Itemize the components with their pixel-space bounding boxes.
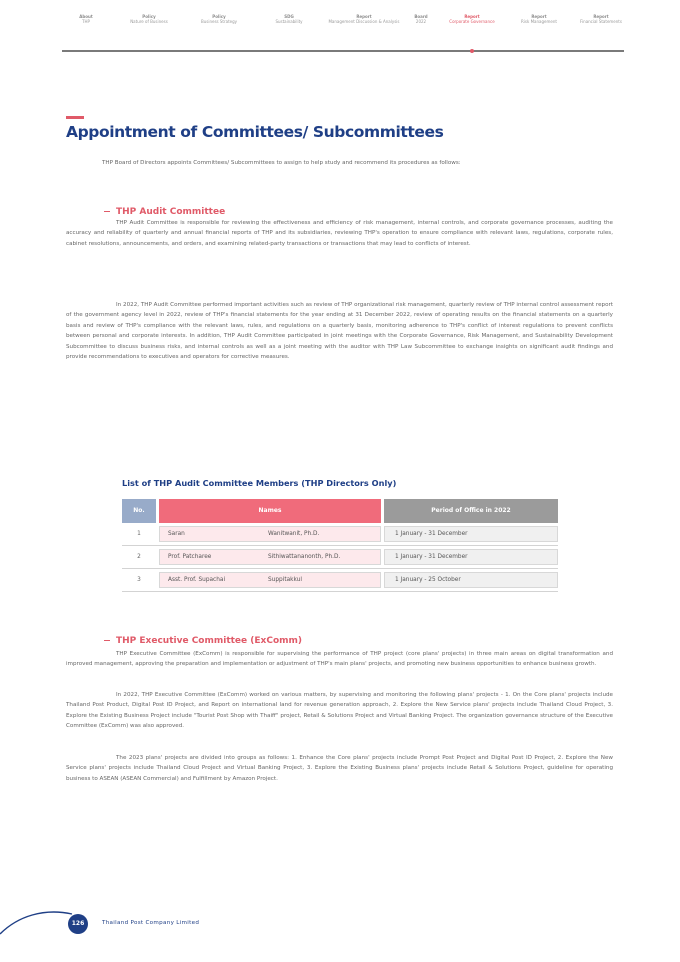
table-row xyxy=(122,569,558,592)
nav-item-board[interactable]: Board 2022 xyxy=(414,14,428,24)
audit-committee-heading xyxy=(104,207,225,217)
audit-members-table-title: List of THP Audit Committee Members (THP Directors Only) xyxy=(122,478,397,488)
table-header xyxy=(122,499,558,523)
nav-item-management-discussion[interactable]: Report Management Discussion & Analysis xyxy=(328,14,400,24)
row-number: 1 xyxy=(137,531,141,537)
member-first-name: Prof. Patcharee xyxy=(168,554,212,560)
table-row xyxy=(122,546,558,569)
header-names: Names xyxy=(159,499,381,523)
exec-paragraph-3: The 2023 plans' projects are divided into groups as follows: 1. Enhance the Core plans' projects include Prompt Post Project and Digital Post ID Project, 2. Explore the New Service plans' projects include Thailand Cloud Project and Virtual Banking Project, 3. Explore the Existing Business plans' projects include Retail & Solutions Project, guideline for operating business to ASEAN (ASEAN Commercial) and Fulfillment by Amazon Project. xyxy=(66,755,613,782)
executive-committee-heading-text: THP Executive Committee (ExComm) xyxy=(116,636,302,646)
audit-paragraph-1: THP Audit Committee is responsible for reviewing the effectiveness and efficiency of risk management, internal controls, and corporate governance processes, auditing the accuracy and reliability of quarterly and annual financial reports of THP and its subsidiaries, reviewing THP's operation to ensure compliance with relevant laws, regulations, corporate rules, cabinet resolutions, announcements, and orders, and examining related-party transactions or transactions that may lead to conflicts of interest. xyxy=(66,220,613,247)
header-period: Period of Office in 2022 xyxy=(384,499,558,523)
nav-item-about[interactable]: About THP xyxy=(79,14,93,24)
page-title: Appointment of Committees/ Subcommittees xyxy=(66,123,444,141)
heading-dash xyxy=(104,640,110,642)
row-number: 2 xyxy=(137,554,141,560)
member-name-cell xyxy=(159,549,381,565)
member-first-name: Asst. Prof. Supachai xyxy=(168,577,226,583)
audit-committee-heading-text: THP Audit Committee xyxy=(116,207,226,217)
row-number: 3 xyxy=(137,577,141,583)
nav-item-sustainability[interactable]: SDG Sustainability xyxy=(275,14,303,24)
member-period: 1 January - 25 October xyxy=(384,572,558,588)
footer-company-name: Thailand Post Company Limited xyxy=(102,920,200,926)
header-no: No. xyxy=(122,499,156,523)
member-name-cell xyxy=(159,572,381,588)
nav-item-risk-management[interactable]: Report Risk Management xyxy=(521,14,557,24)
exec-paragraph-2: In 2022, THP Executive Committee (ExComm) worked on various matters, by supervising and monitoring the following plans' projects - 1. On the Core plans' projects include Thailand Post Product, Digital Post ID Project, and Report on international land for revenue generation approach, 2. Explore the New Service plans' projects include Thailand Cloud Project, 3. Explore the Existing Business Project include "Tourist Post Shop with Thaiff" project, Retail & Solutions Project and Virtual Banking Project. The organization governance structure of the Executive Committee (ExComm) was also approved. xyxy=(66,692,613,730)
member-name-cell xyxy=(159,526,381,542)
nav-item-financial-statements[interactable]: Report Financial Statements xyxy=(580,14,622,24)
member-period: 1 January - 31 December xyxy=(384,526,558,542)
exec-paragraph-1: THP Executive Committee (ExComm) is responsible for supervising the performance of THP project (core plans' projects) in three main areas on digital transformation and improved management, approving the preparation and implementation or adjustment of THP's main plans' projects, and promoting new business opportunities to enhance business growth. xyxy=(66,651,613,668)
audit-paragraph-2: In 2022, THP Audit Committee performed important activities such as review of THP organizational risk management, quarterly review of THP internal control assessment report of the government agency level in 2022, review of THP's financial statements for the year ending at 31 December 2022, review of operating results on the financial statements on a quarterly basis and review of THP's compliance with the relevant laws, rules, and regulations on a quarterly basis, monitoring adherence to THP's conflict of interest regulations to prevent conflicts between personal and corporate interests. In addition, THP Audit Committee participated in joint meetings with the Corporate Governance, Risk Management, and Sustainability Development Subcommittee to discuss business risks, and internal controls as well as a joint meeting with the auditor with THP Law Subcommittee to exchange insights on significant audit findings and provide recommendations to executives and operators for corrective measures. xyxy=(66,302,613,361)
audit-members-table xyxy=(122,499,558,592)
heading-dash xyxy=(104,211,110,213)
member-first-name: Saran xyxy=(168,531,185,537)
member-surname: Sithiwattananonth, Ph.D. xyxy=(268,554,341,560)
nav-item-nature-of-business[interactable]: Policy Nature of Business xyxy=(130,14,168,24)
nav-divider xyxy=(62,50,624,52)
page-number-badge: 126 xyxy=(68,914,88,934)
top-navigation xyxy=(62,14,624,52)
title-accent-bar xyxy=(66,116,84,119)
executive-committee-heading xyxy=(104,636,302,646)
nav-item-business-strategy[interactable]: Policy Business Strategy xyxy=(200,14,238,24)
table-row xyxy=(122,523,558,546)
nav-item-corporate-governance[interactable]: Report Corporate Governance xyxy=(449,14,495,24)
member-surname: Suppitakkul xyxy=(268,577,302,583)
nav-active-marker xyxy=(470,49,474,53)
member-period: 1 January - 31 December xyxy=(384,549,558,565)
member-surname: Wanitwanit, Ph.D. xyxy=(268,531,320,537)
intro-paragraph: THP Board of Directors appoints Committees/ Subcommittees to assign to help study and recommend its procedures as follows: xyxy=(102,160,461,166)
